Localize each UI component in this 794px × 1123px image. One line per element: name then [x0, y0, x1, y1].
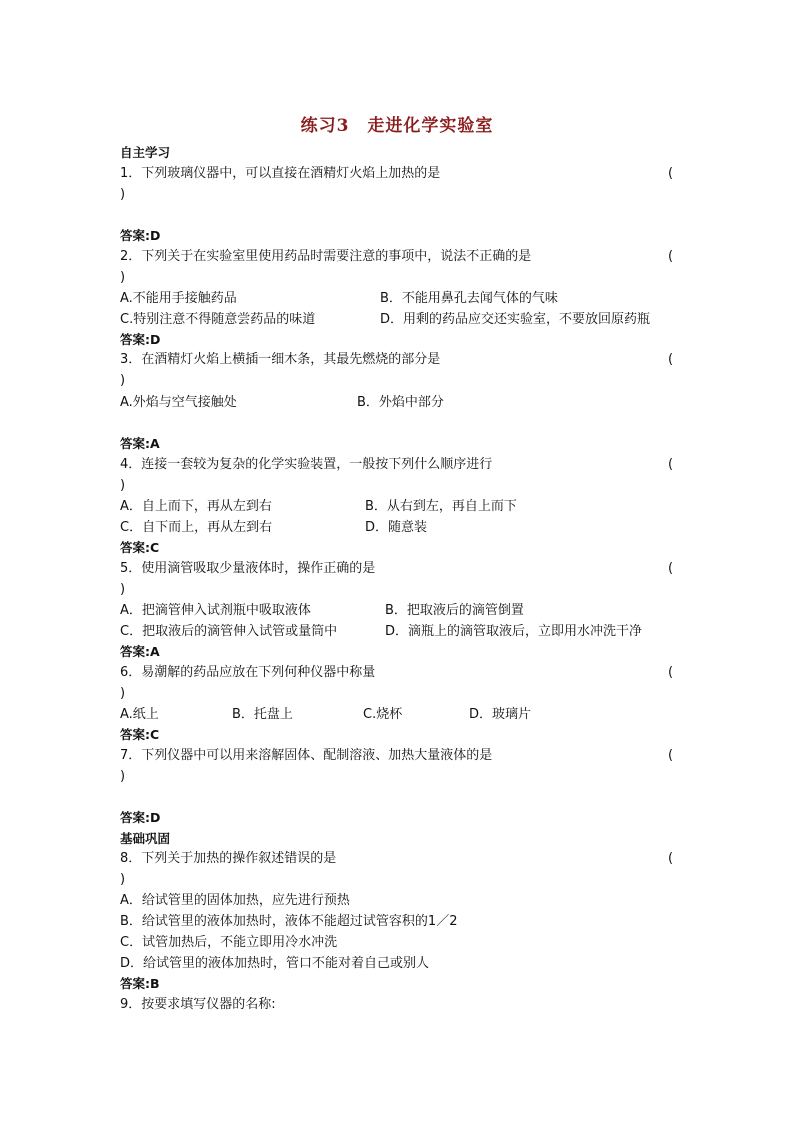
- option: D．用剩的药品应交还实验室，不要放回原药瓶: [380, 312, 651, 327]
- option: C.烧杯: [363, 707, 403, 722]
- question-stem: 1．下列玻璃仪器中，可以直接在酒精灯火焰上加热的是: [120, 166, 441, 181]
- section-heading: 自主学习: [120, 145, 171, 160]
- answer-paren-open: (: [668, 166, 674, 181]
- question-stem: 8．下列关于加热的操作叙述错误的是: [120, 851, 337, 866]
- answer-paren-close: ): [120, 582, 126, 597]
- answer-line: 答案:A: [120, 436, 160, 451]
- answer-paren-close: ): [120, 373, 126, 388]
- option: B．外焰中部分: [357, 395, 444, 410]
- option: A.外焰与空气接触处: [120, 395, 237, 410]
- answer-paren-open: (: [668, 748, 674, 763]
- option: A．自上而下，再从左到右: [120, 499, 272, 514]
- option: A.不能用手接触药品: [120, 291, 237, 306]
- question-stem: 7．下列仪器中可以用来溶解固体、配制溶液、加热大量液体的是: [120, 748, 493, 763]
- answer-paren-close: ): [120, 478, 126, 493]
- answer-paren-open: (: [668, 457, 674, 472]
- question-stem: 9．按要求填写仪器的名称:: [120, 997, 276, 1012]
- option: A.纸上: [120, 707, 159, 722]
- question-stem: 2．下列关于在实验室里使用药品时需要注意的事项中，说法不正确的是: [120, 249, 532, 264]
- option: C．自下而上，再从左到右: [120, 520, 273, 535]
- option: D．滴瓶上的滴管取液后，立即用水冲洗干净: [385, 624, 643, 639]
- option: C．试管加热后，不能立即用冷水冲洗: [120, 935, 338, 950]
- option: D．玻璃片: [469, 707, 532, 722]
- answer-paren-close: ): [120, 187, 126, 202]
- answer-line: 答案:D: [120, 228, 161, 243]
- option: B．不能用鼻孔去闻气体的气味: [380, 291, 558, 306]
- question-stem: 6．易潮解的药品应放在下列何种仪器中称量: [120, 665, 376, 680]
- option: A．给试管里的固体加热，应先进行预热: [120, 893, 350, 908]
- answer-paren-close: ): [120, 686, 126, 701]
- answer-line: 答案:C: [120, 727, 160, 742]
- answer-paren-open: (: [668, 561, 674, 576]
- answer-line: 答案:D: [120, 810, 161, 825]
- option: D．给试管里的液体加热时，管口不能对着自己或别人: [120, 956, 430, 971]
- option: B．从右到左，再自上而下: [365, 499, 517, 514]
- question-stem: 5．使用滴管吸取少量液体时，操作正确的是: [120, 561, 376, 576]
- answer-paren-open: (: [668, 851, 674, 866]
- answer-line: 答案:D: [120, 332, 161, 347]
- option: B．托盘上: [232, 707, 293, 722]
- option: D．随意装: [365, 520, 428, 535]
- answer-paren-close: ): [120, 769, 126, 784]
- question-stem: 4．连接一套较为复杂的化学实验装置，一般按下列什么顺序进行: [120, 457, 493, 472]
- answer-paren-close: ): [120, 872, 126, 887]
- answer-line: 答案:C: [120, 540, 160, 555]
- section-heading: 基础巩固: [120, 831, 171, 846]
- answer-paren-close: ): [120, 270, 126, 285]
- option: A．把滴管伸入试剂瓶中吸取液体: [120, 603, 311, 618]
- answer-paren-open: (: [668, 249, 674, 264]
- option: B．把取液后的滴管倒置: [385, 603, 524, 618]
- option: B．给试管里的液体加热时，液体不能超过试管容积的1／2: [120, 914, 458, 929]
- option: C．把取液后的滴管伸入试管或量筒中: [120, 624, 338, 639]
- question-stem: 3．在酒精灯火焰上横插一细木条，其最先燃烧的部分是: [120, 352, 441, 367]
- option: C.特别注意不得随意尝药品的味道: [120, 312, 316, 327]
- answer-paren-open: (: [668, 665, 674, 680]
- answer-paren-open: (: [668, 352, 674, 367]
- page-title: 练习3 走进化学实验室: [300, 116, 494, 136]
- answer-line: 答案:A: [120, 644, 160, 659]
- answer-line: 答案:B: [120, 976, 160, 991]
